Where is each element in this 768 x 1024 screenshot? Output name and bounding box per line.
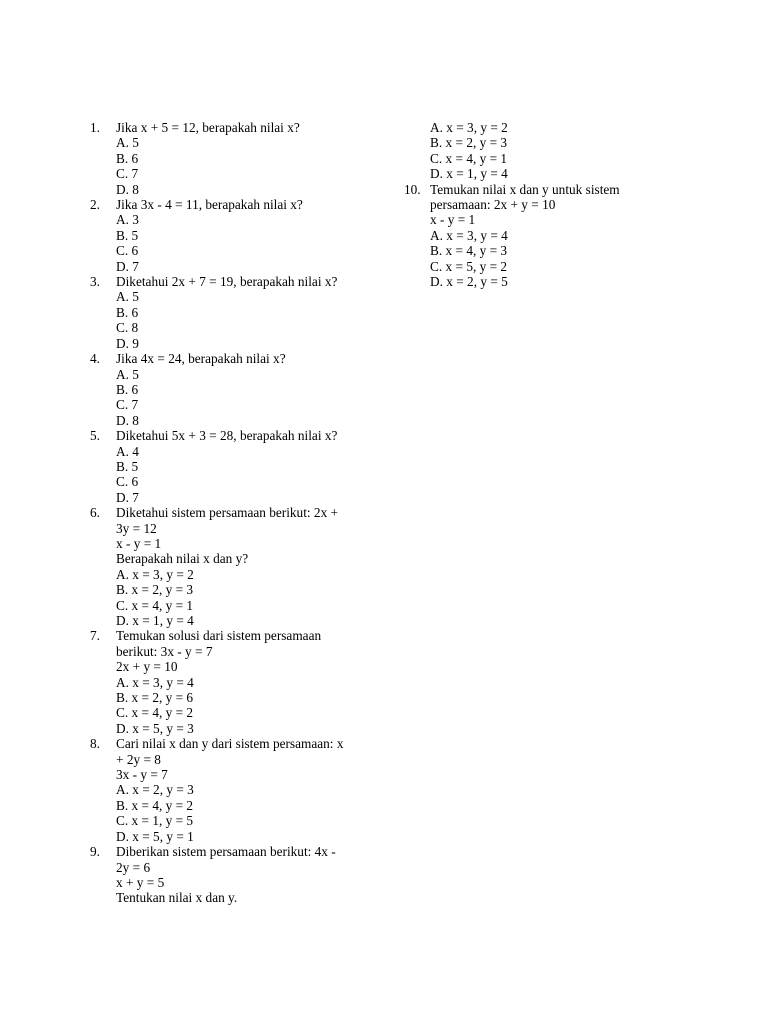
- question-line: Diketahui 2x + 7 = 19, berapakah nilai x?: [116, 274, 338, 290]
- question-number: 2.: [90, 197, 100, 213]
- question-line: 2x + y = 10: [116, 659, 178, 675]
- question-number: 5.: [90, 428, 100, 444]
- question-7: [90, 628, 366, 736]
- option-line: D. 8: [116, 181, 139, 197]
- option-line: B. x = 2, y = 3: [116, 582, 194, 598]
- option-line: D. 7: [116, 489, 139, 505]
- question-number: 4.: [90, 351, 100, 367]
- question-line: + 2y = 8: [116, 751, 161, 767]
- question-body: [116, 120, 366, 197]
- question-10: [404, 182, 680, 290]
- question-line: Diketahui 5x + 3 = 28, berapakah nilai x?: [116, 428, 338, 444]
- option-line: B. 6: [116, 304, 139, 320]
- option-line: B. 5: [116, 227, 139, 243]
- question-line: x + y = 5: [116, 874, 165, 890]
- question-number: 3.: [90, 274, 100, 290]
- option-line: C. x = 4, y = 1: [430, 150, 508, 166]
- option-line: A. x = 3, y = 4: [430, 227, 508, 243]
- option-line: D. x = 5, y = 3: [116, 720, 194, 736]
- question-number: 6.: [90, 505, 100, 521]
- question-8: [90, 736, 366, 844]
- option-line: C. x = 4, y = 2: [116, 705, 194, 721]
- question-line: Jika x + 5 = 12, berapakah nilai x?: [116, 120, 300, 135]
- question-line: 3y = 12: [116, 520, 157, 536]
- option-line: C. 6: [116, 243, 139, 259]
- option-line: C. 7: [116, 397, 139, 413]
- option-line: B. x = 4, y = 3: [430, 243, 508, 259]
- question-line: 2y = 6: [116, 859, 151, 875]
- option-line: C. 8: [116, 320, 139, 336]
- option-line: B. 6: [116, 381, 139, 397]
- question-line: Jika 4x = 24, berapakah nilai x?: [116, 351, 286, 367]
- question-number: 8.: [90, 736, 100, 752]
- question-line: x - y = 1: [430, 212, 476, 228]
- question-5: [90, 428, 366, 505]
- question-line: berikut: 3x - y = 7: [116, 643, 213, 659]
- question-6: [90, 505, 366, 628]
- option-line: C. 7: [116, 166, 139, 182]
- option-line: B. 5: [116, 458, 139, 474]
- option-line: A. 5: [116, 135, 139, 151]
- question-line: x - y = 1: [116, 535, 162, 551]
- question-3: [90, 274, 366, 351]
- option-line: D. x = 1, y = 4: [116, 613, 194, 628]
- option-line: B. x = 2, y = 6: [116, 690, 194, 706]
- option-line: D. 7: [116, 258, 139, 274]
- question-line: Diketahui sistem persamaan berikut: 2x +: [116, 505, 339, 521]
- question-4: [90, 351, 366, 428]
- question-body: [430, 182, 680, 290]
- question-line: Berapakah nilai x dan y?: [116, 551, 249, 567]
- option-line: C. x = 1, y = 5: [116, 813, 194, 829]
- question-body: [116, 844, 366, 906]
- option-line: A. 5: [116, 289, 139, 305]
- option-line: C. 6: [116, 474, 139, 490]
- option-line: A. 3: [116, 212, 139, 228]
- option-line: A. x = 2, y = 3: [116, 782, 194, 798]
- question-number: 7.: [90, 628, 100, 644]
- question-line: Temukan solusi dari sistem persamaan: [116, 628, 322, 644]
- question-9: [90, 844, 366, 906]
- option-line: B. 6: [116, 150, 139, 166]
- question-body: [116, 197, 366, 274]
- question-body: [116, 428, 366, 505]
- option-line: B. x = 2, y = 3: [430, 135, 508, 151]
- option-line: A. 5: [116, 366, 139, 382]
- option-line: D. x = 5, y = 1: [116, 828, 194, 844]
- question-line: 3x - y = 7: [116, 767, 168, 783]
- question-2: [90, 197, 366, 274]
- option-line: A. x = 3, y = 4: [116, 674, 194, 690]
- right-column: [404, 120, 680, 289]
- question-line: Jika 3x - 4 = 11, berapakah nilai x?: [116, 197, 303, 213]
- question-number: 10.: [404, 181, 421, 197]
- option-line: A. 4: [116, 443, 139, 459]
- question-line: Temukan nilai x dan y untuk sistem: [430, 181, 620, 197]
- left-column: [90, 120, 366, 906]
- option-line: D. 9: [116, 335, 139, 351]
- question-body: [116, 351, 366, 428]
- question-1: [90, 120, 366, 197]
- option-line: C. x = 4, y = 1: [116, 597, 194, 613]
- option-line: D. 8: [116, 412, 139, 428]
- question-9-options: [404, 120, 680, 182]
- option-line: D. x = 2, y = 5: [430, 274, 508, 290]
- option-line: A. x = 3, y = 2: [116, 566, 194, 582]
- option-line: D. x = 1, y = 4: [430, 166, 508, 182]
- question-line: persamaan: 2x + y = 10: [430, 197, 556, 213]
- question-line: Diberikan sistem persamaan berikut: 4x -: [116, 844, 336, 860]
- option-line: A. x = 3, y = 2: [430, 120, 508, 135]
- question-number: 1.: [90, 120, 100, 135]
- question-body: [116, 628, 366, 736]
- question-body: [116, 736, 366, 844]
- question-body: [116, 274, 366, 351]
- question-number: 9.: [90, 844, 100, 860]
- question-line: Cari nilai x dan y dari sistem persamaan: x: [116, 736, 344, 752]
- question-line: Tentukan nilai x dan y.: [116, 890, 238, 906]
- question-body: [116, 505, 366, 628]
- option-line: C. x = 5, y = 2: [430, 258, 508, 274]
- option-line: B. x = 4, y = 2: [116, 797, 194, 813]
